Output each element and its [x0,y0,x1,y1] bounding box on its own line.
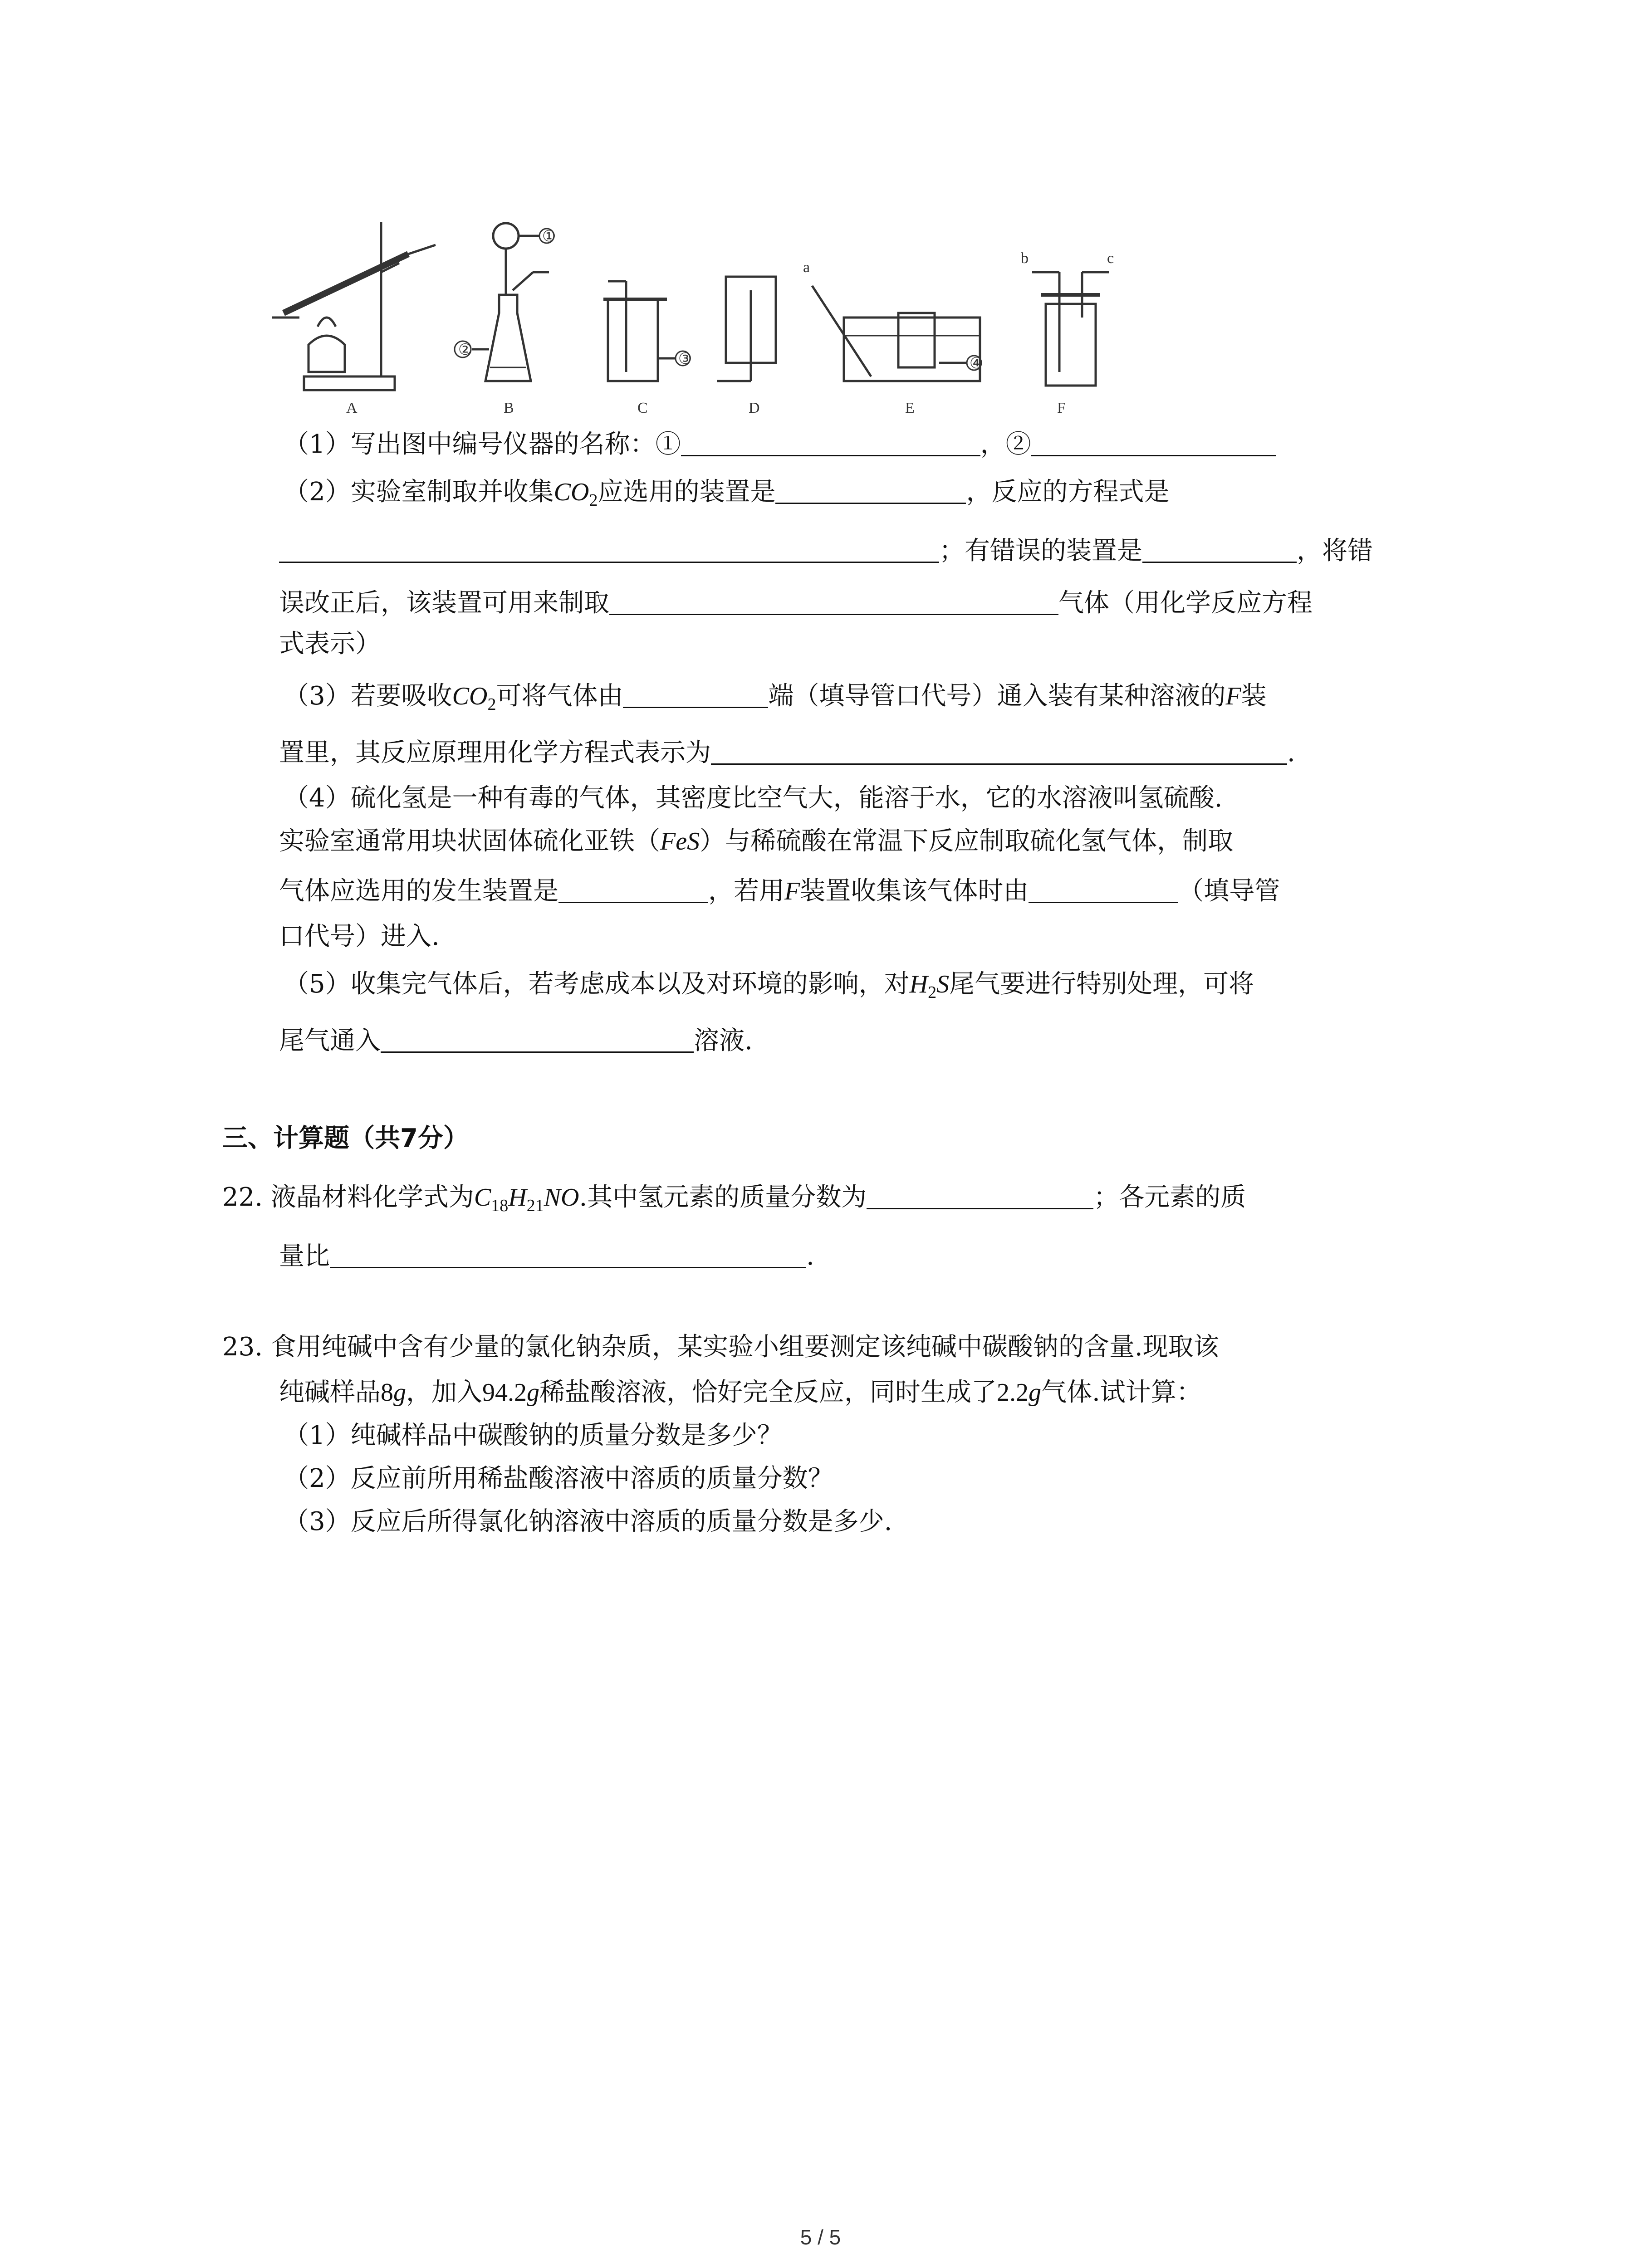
answer-blank[interactable] [867,1181,1093,1209]
q21-part2-line3: 误改正后，该装置可用来制取 气体（用化学反应方程 [279,585,1313,621]
q22-line1: 22. 液晶材料化学式为$C_{18}H_{21}NO$.其中氢元素的质量分数为 ；各元素的质 [222,1179,1246,1216]
label-c: C [637,400,648,416]
q21-part4-line4: 口代号）进入. [279,922,440,951]
q23-sub3: （3）反应后所得氯化钠溶液中溶质的质量分数是多少. [284,1507,892,1536]
answer-blank[interactable] [623,679,768,708]
answer-blank[interactable] [1029,875,1178,903]
q21-part5-line2: 尾气通入 溶液. [279,1023,753,1059]
q21-part3-line2: 置里，其反应原理用化学方程式表示为 . [279,735,1295,771]
tube-a-label: a [803,259,810,276]
answer-blank[interactable] [1142,534,1297,563]
callout-four: ④ [970,355,984,372]
q23-line1: 23. 食用纯碱中含有少量的氯化钠杂质，某实验小组要测定该纯碱中碳酸钠的含量.现取该 [222,1332,1219,1362]
answer-blank[interactable] [1031,428,1276,456]
q23-line2: 纯碱样品8g，加入94.2g稀盐酸溶液，恰好完全反应，同时生成了2.2g气体.试计算： [279,1378,1202,1407]
answer-blank[interactable] [330,1240,806,1268]
apparatus-f [1032,272,1109,386]
q21-part4-line3: 气体应选用的发生装置是 ，若用F装置收集该气体时由 （填导管 [279,873,1280,909]
answer-blank[interactable] [775,475,966,504]
q21-part1: （1）写出图中编号仪器的名称：① ，② [284,426,1276,463]
page-number: 5 / 5 [800,2225,841,2249]
answer-blank[interactable] [711,736,1287,765]
section-3-heading: 三、计算题（共7分） [222,1124,469,1153]
apparatus-figure [0,0,1641,431]
label-e: E [905,400,915,416]
answer-blank[interactable] [381,1024,694,1053]
q22-line2: 量比 . [279,1238,814,1275]
answer-blank[interactable] [609,587,1058,615]
apparatus-a [272,222,436,390]
q21-part2-line2: ；有错误的装置是 ，将错 [279,533,1373,569]
callout-three: ③ [678,351,692,367]
tube-b-label: b [1021,250,1029,267]
answer-blank[interactable] [681,428,980,456]
q21-part5-line1: （5）收集完气体后，若考虑成本以及对环境的影响，对$H_2S$尾气要进行特别处理，可将 [284,969,1254,1002]
label-f: F [1057,400,1066,416]
q21-part2-line1: （2）实验室制取并收集$CO_2$应选用的装置是 ，反应的方程式是 [284,474,1169,510]
label-b: B [504,400,514,416]
answer-blank[interactable] [558,875,708,903]
label-d: D [749,400,760,416]
q21-part4-line2: 实验室通常用块状固体硫化亚铁（FeS）与稀硫酸在常温下反应制取硫化氢气体，制取 [279,826,1234,856]
q23-sub1: （1）纯碱样品中碳酸钠的质量分数是多少？ [284,1421,783,1450]
apparatus-c [603,281,690,381]
q21-part2-line4: 式表示） [279,629,381,659]
callout-two: ② [458,342,472,358]
tube-c-label: c [1107,250,1114,267]
answer-blank[interactable] [279,534,939,563]
q21-part3-line1: （3）若要吸收$CO_2$可将气体由 端（填导管口代号）通入装有某种溶液的F装 [284,678,1267,714]
q21-part4-line1: （4）硫化氢是一种有毒的气体，其密度比空气大，能溶于水，它的水溶液叫氢硫酸. [284,783,1223,813]
apparatus-d [717,277,776,381]
q23-sub2: （2）反应前所用稀盐酸溶液中溶质的质量分数？ [284,1464,833,1493]
label-a: A [346,400,358,416]
callout-one: ① [542,228,556,245]
apparatus-e [812,286,984,381]
